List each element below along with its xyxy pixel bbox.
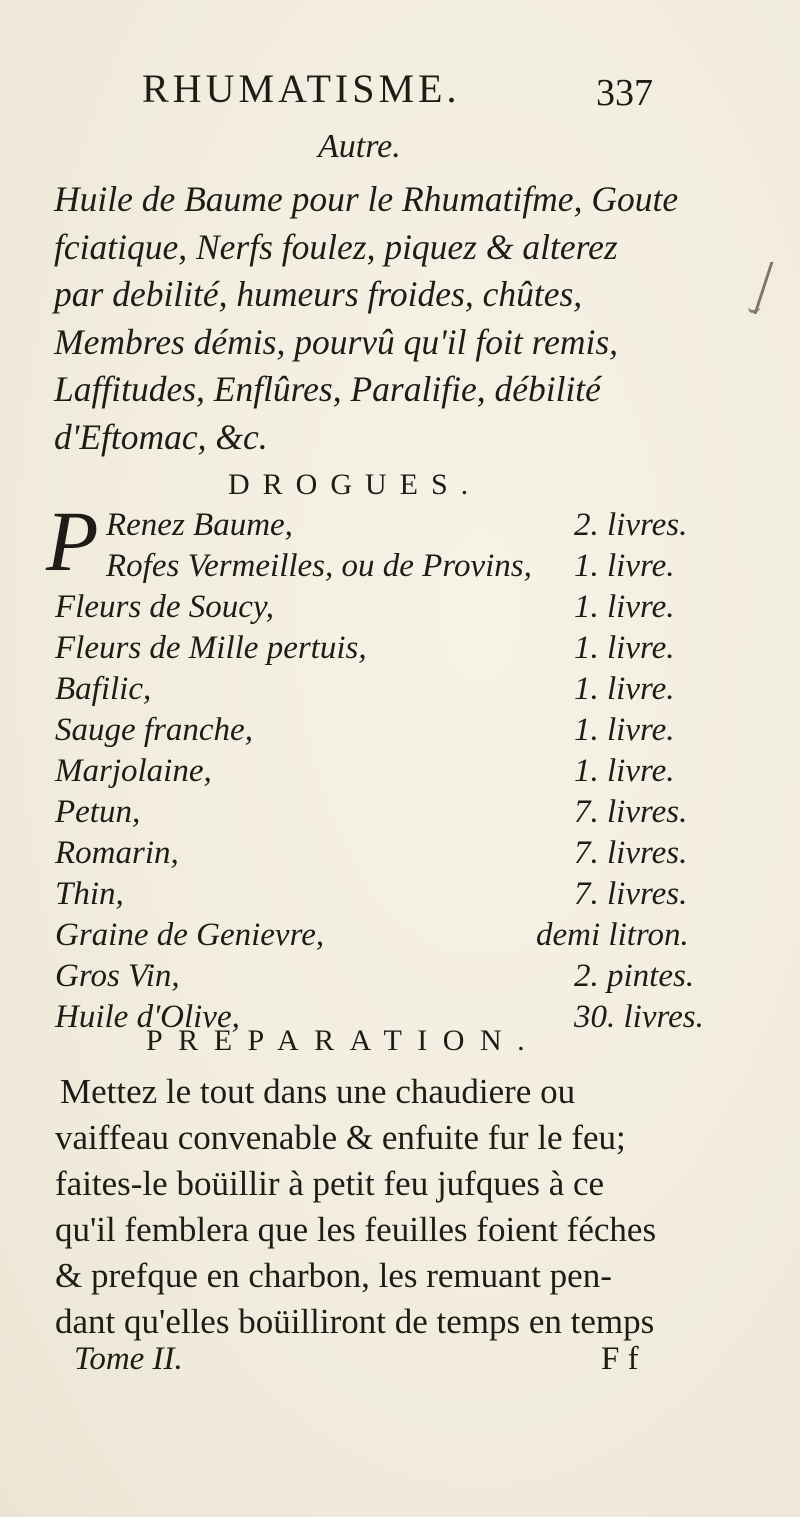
ingredient-quantity: 7. livres. [574, 876, 688, 912]
preparation-line: & prefque en charbon, les remuant pen- [55, 1256, 612, 1295]
intro-line: d'Eftomac, &c. [54, 416, 268, 457]
ingredient-row [0, 669, 800, 709]
ingredient-quantity: 1. livre. [574, 671, 675, 707]
ingredient-quantity: 30. livres. [574, 999, 704, 1035]
drogues-heading: DROGUES. [228, 468, 482, 501]
intro-line: Laffitudes, Enflûres, Paralifie, débilité [54, 369, 601, 409]
ingredient-row [0, 874, 800, 914]
ingredient-name: Renez Baume, [106, 507, 293, 543]
ingredient-name: Petun, [55, 794, 141, 830]
ingredient-row [0, 751, 800, 791]
running-title: RHUMATISME. [142, 66, 461, 111]
ingredient-name: Marjolaine, [55, 753, 212, 789]
preparation-line: dant qu'elles boüilliront de temps en temps [55, 1302, 655, 1341]
intro-line: par debilité, humeurs froides, chûtes, [54, 274, 583, 314]
preparation-line: Mettez le tout dans une chaudiere ou [60, 1072, 576, 1111]
ingredient-row [0, 710, 800, 750]
preparation-text [55, 1069, 755, 1345]
ingredient-row [0, 833, 800, 873]
ingredient-row [0, 628, 800, 668]
ingredient-name: Rofes Vermeilles, ou de Provins, [106, 548, 532, 584]
preparation-heading: PREPARATION. [146, 1024, 541, 1057]
volume-label: Tome II. [74, 1341, 183, 1377]
ingredient-row [0, 792, 800, 832]
ingredient-name: Huile d'Olive, [55, 999, 240, 1035]
preparation-line: vaiffeau convenable & enfuite fur le feu; [55, 1118, 626, 1157]
ingredient-row [0, 587, 800, 627]
ingredient-name: Graine de Genievre, [55, 917, 325, 953]
ingredient-row [0, 546, 800, 586]
ingredient-quantity: 1. livre. [574, 712, 675, 748]
page-number: 337 [596, 72, 653, 114]
ingredient-name: Romarin, [55, 835, 179, 871]
signature-mark: F f [601, 1341, 639, 1377]
ingredient-name: Fleurs de Mille pertuis, [55, 630, 367, 666]
intro-line: Huile de Baume pour le Rhumatifme, Goute [54, 179, 679, 219]
ingredient-quantity: 2. pintes. [574, 958, 695, 994]
ingredient-quantity: 7. livres. [574, 794, 688, 830]
preparation-line: faites-le boüillir à petit feu jufques à ce [55, 1164, 605, 1203]
preparation-line: qu'il femblera que les feuilles foient féches [55, 1210, 657, 1249]
drop-cap: P [46, 493, 99, 589]
ingredient-row [0, 505, 800, 545]
ingredient-row [0, 956, 800, 996]
ingredient-quantity: 1. livre. [574, 589, 675, 625]
ingredient-quantity: 7. livres. [574, 835, 688, 871]
ingredient-name: Thin, [55, 876, 124, 912]
ingredient-quantity: 1. livre. [574, 630, 675, 666]
ingredient-row [0, 915, 800, 955]
ingredient-quantity: 1. livre. [574, 753, 675, 789]
ingredient-quantity: 2. livres. [574, 507, 688, 543]
ingredient-name: Bafilic, [55, 671, 152, 707]
intro-paragraph [54, 176, 754, 461]
ingredient-quantity: 1. livre. [574, 548, 675, 584]
intro-line: Membres démis, pourvû qu'il foit remis, [54, 321, 619, 362]
section-title: Autre. [318, 128, 401, 165]
intro-line: fciatique, Nerfs foulez, piquez & alterez [54, 226, 618, 267]
margin-ink-mark [754, 262, 790, 314]
ingredient-name: Gros Vin, [55, 958, 180, 994]
ingredient-quantity: demi litron. [536, 917, 689, 953]
ingredient-name: Sauge franche, [55, 712, 253, 748]
ingredient-name: Fleurs de Soucy, [55, 589, 275, 625]
